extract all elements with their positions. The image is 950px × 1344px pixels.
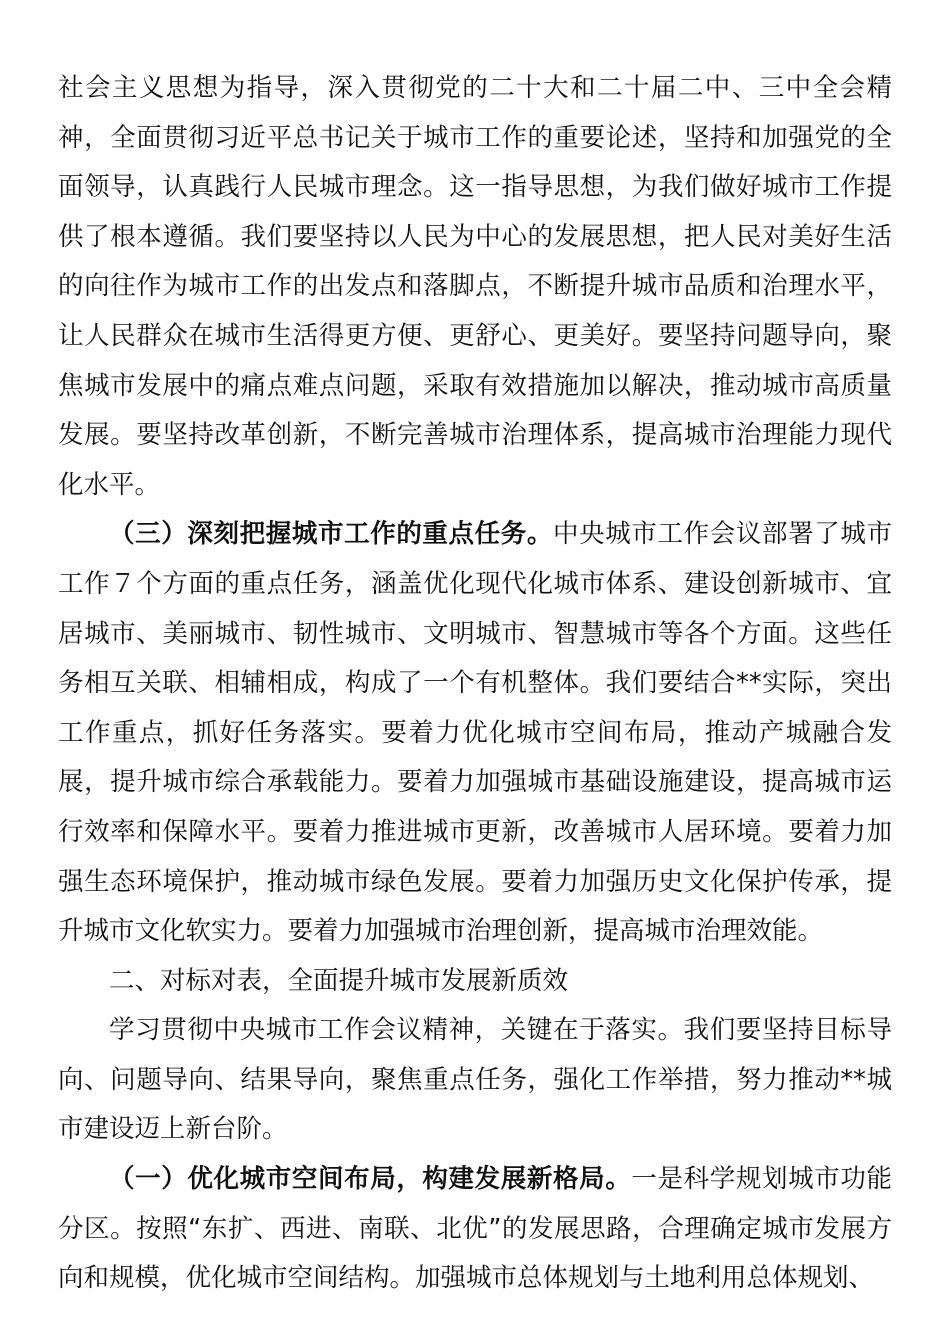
- paragraph-guiding-thought: [58, 64, 892, 510]
- paragraph-implementation: [58, 1006, 892, 1155]
- paragraph-text: 社会主义思想为指导，深入贯彻党的二十大和二十届二中、三中全会精神，全面贯彻习近平总书记关于城市工作的重要论述，坚持和加强党的全面领导，认真践行人民城市理念。这一指导思想，为我们做好城市工作提供了根本遵循。我们要坚持以人民为中心的发展思想，把人民对美好生活的向往作为城市工作的出发点和落脚点，不断提升城市品质和治理水平，让人民群众在城市生活得更方便、更舒心、更美好。要坚持问题导向，聚焦城市发展中的痛点难点问题，采取有效措施加以解决，推动城市高质量发展。要坚持改革创新，不断完善城市治理体系，提高城市治理能力现代化水平。: [58, 73, 892, 500]
- paragraph-text: 学习贯彻中央城市工作会议精神，关键在于落实。我们要坚持目标导向、问题导向、结果导向，聚焦重点任务，强化工作举措，努力推动**城市建设迈上新台阶。: [58, 1015, 892, 1145]
- paragraph-spatial-layout: [58, 1155, 892, 1304]
- paragraph-text: 一是科学规划城市功能分区。按照“东扩、西进、南联、北优”的发展思路，合理确定城市发展方向和规模，优化城市空间结构。加强城市总体规划与土地利用总体规划、: [58, 1164, 892, 1294]
- section-heading-two: 二、对标对表，全面提升城市发展新质效: [109, 965, 569, 996]
- paragraph-key-tasks: [58, 510, 892, 956]
- document-page: [58, 64, 892, 1304]
- paragraph-lead-heading: （一）优化城市空间布局，构建发展新格局。: [109, 1164, 632, 1195]
- paragraph-text: 中央城市工作会议部署了城市工作７个方面的重点任务，涵盖优化现代化城市体系、建设创新城市、宜居城市、美丽城市、韧性城市、文明城市、智慧城市等各个方面。这些任务相互关联、相辅相成，构成了一个有机整体。我们要结合**实际，突出工作重点，抓好任务落实。要着力优化城市空间布局，推动产城融合发展，提升城市综合承载能力。要着力加强城市基础设施建设，提高城市运行效率和保障水平。要着力推进城市更新，改善城市人居环境。要着力加强生态环境保护，推动城市绿色发展。要着力加强历史文化保护传承，提升城市文化软实力。要着力加强城市治理创新，提高城市治理效能。: [58, 519, 892, 947]
- paragraph-lead-heading: （三）深刻把握城市工作的重点任务。: [109, 519, 554, 550]
